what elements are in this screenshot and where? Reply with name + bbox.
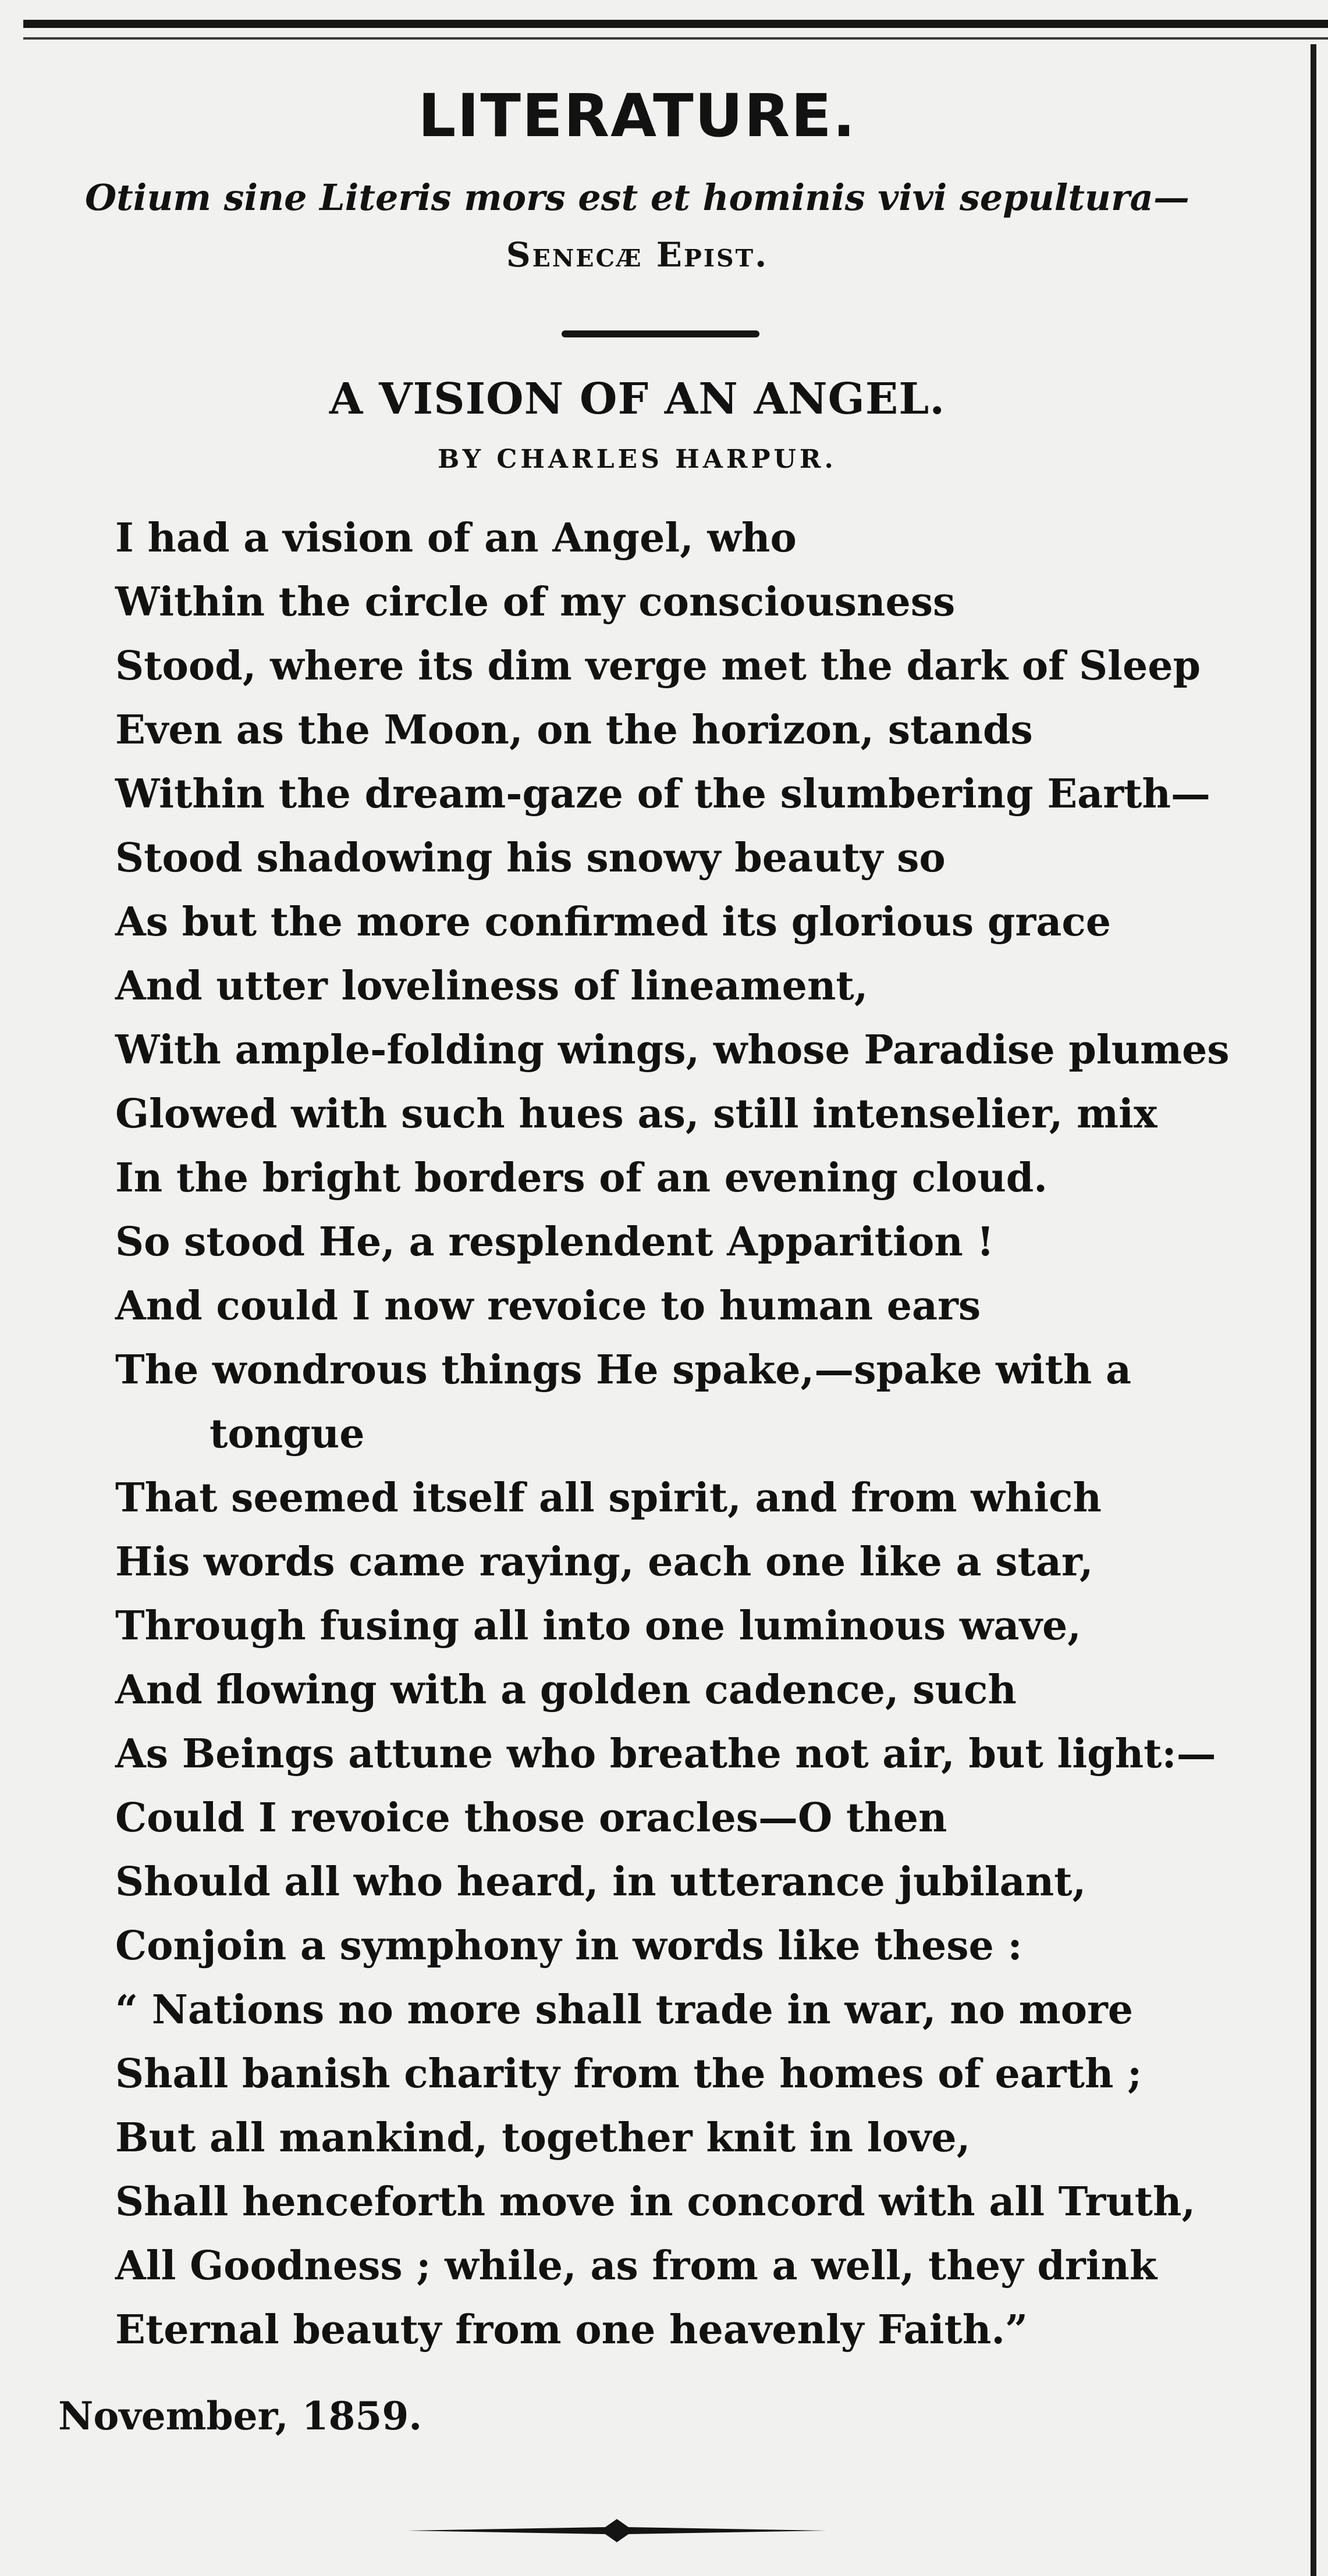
poem-line: And utter loveliness of lineament, [115, 963, 868, 1009]
section-title: LITERATURE. [418, 81, 857, 151]
end-ornament [407, 2513, 826, 2548]
poem-line: As but the more confirmed its glorious grace [115, 899, 1111, 945]
poem-line: But all mankind, together knit in love, [115, 2115, 971, 2161]
poem-line: In the bright borders of an evening cloud. [115, 1155, 1048, 1201]
poem-line: As Beings attune who breathe not air, but light:— [115, 1731, 1216, 1777]
section-divider [562, 330, 759, 337]
poem-line: Stood shadowing his snowy beauty so [115, 835, 946, 881]
poem-line: Shall henceforth move in concord with all Truth, [115, 2179, 1196, 2225]
poem-line: Even as the Moon, on the horizon, stands [115, 707, 1033, 753]
poem-line: Eternal beauty from one heavenly Faith.” [115, 2307, 1028, 2353]
epigraph-attribution: Senecæ Epist. [506, 235, 769, 275]
poem-line: Should all who heard, in utterance jubilant, [115, 1859, 1086, 1905]
top-rule-thin [23, 37, 1328, 40]
poem-line: His words came raying, each one like a star, [115, 1539, 1093, 1585]
poem-byline: BY CHARLES HARPUR. [438, 444, 837, 474]
poem-line: “ Nations no more shall trade in war, no more [115, 1987, 1134, 2033]
poem-line: Could I revoice those oracles—O then [115, 1795, 947, 1841]
poem-line: All Goodness ; while, as from a well, they drink [115, 2243, 1157, 2289]
epigraph: Otium sine Literis mors est et hominis vivi sepultura— [85, 176, 1189, 219]
poem-line: So stood He, a resplendent Apparition ! [115, 1219, 995, 1265]
poem-date: November, 1859. [58, 2393, 422, 2439]
poem-line: And could I now revoice to human ears [115, 1283, 981, 1329]
poem-title: A VISION OF AN ANGEL. [329, 374, 946, 424]
poem-body [0, 506, 1309, 2362]
poem-line: That seemed itself all spirit, and from which [115, 1475, 1102, 1521]
poem-line: Conjoin a symphony in words like these : [115, 1923, 1022, 1969]
poem-line: I had a vision of an Angel, who [115, 515, 797, 561]
poem-line: Through fusing all into one luminous wave, [115, 1603, 1081, 1649]
poem-line: The wondrous things He spake,—spake with a [115, 1347, 1132, 1393]
poem-line-continuation: tongue [210, 1411, 365, 1457]
poem-line: And flowing with a golden cadence, such [115, 1667, 1017, 1713]
poem-line: Stood, where its dim verge met the dark of Sleep [115, 643, 1201, 689]
poem-line: With ample-folding wings, whose Paradise plumes [115, 1027, 1230, 1073]
top-rule [23, 20, 1328, 28]
poem-line: Glowed with such hues as, still intenselier, mix [115, 1091, 1157, 1137]
poem-line: Shall banish charity from the homes of earth ; [115, 2051, 1142, 2097]
poem-line: Within the dream-gaze of the slumbering Earth— [115, 771, 1210, 817]
column-rule [1311, 44, 1316, 2576]
poem-line: Within the circle of my consciousness [115, 579, 956, 625]
